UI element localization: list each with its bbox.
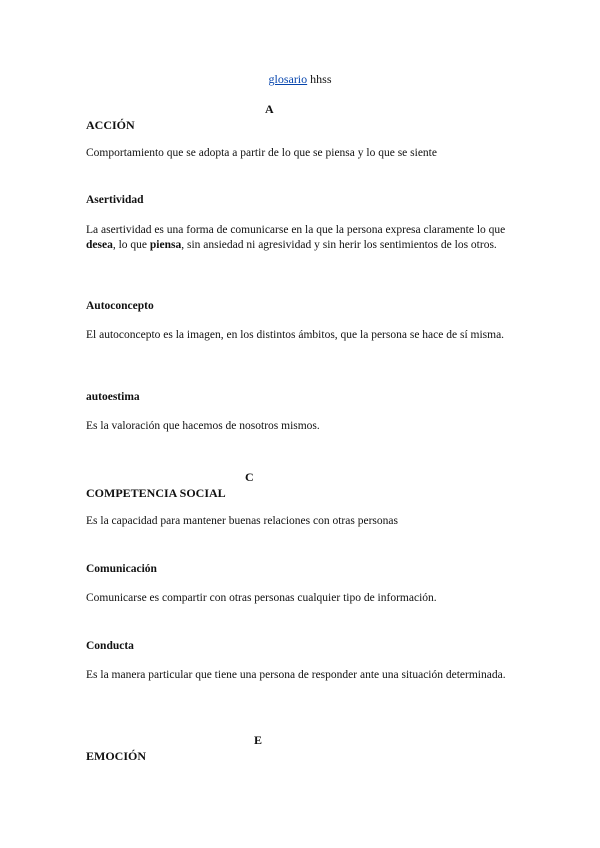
term-accion: ACCIÓN [86,118,135,132]
definition-competencia-social: Es la capacidad para mantener buenas relaciones con otras personas [86,515,398,527]
section-letter-c: C [245,470,254,484]
asertividad-bold-piensa: piensa [149,239,182,251]
definition-accion: Comportamiento que se adopta a partir de lo que se piensa y lo que se siente [86,147,437,159]
asertividad-text-3: , sin ansiedad ni agresividad y sin herir los sentimientos de los otros. [181,239,497,251]
page-title [0,72,600,87]
section-letter-a: A [265,102,274,116]
asertividad-bold-desea: desea [86,239,113,251]
term-comunicacion: Comunicación [86,563,157,575]
definition-autoestima: Es la valoración que hacemos de nosotros mismos. [86,420,320,432]
section-letter-e: E [254,733,263,747]
asertividad-text-1: La asertividad es una forma de comunicarse en la que la persona expresa claramente lo que [86,224,506,236]
term-autoestima: autoestima [86,391,140,403]
term-asertividad: Asertividad [86,194,144,206]
definition-comunicacion: Comunicarse es compartir con otras personas cualquier tipo de información. [86,592,437,604]
title-suffix: hhss [310,72,332,86]
asertividad-text-2: , lo que [112,239,150,251]
definition-asertividad [86,223,516,253]
definition-conducta: Es la manera particular que tiene una persona de responder ante una situación determinada. [86,669,506,681]
term-competencia-social: COMPETENCIA SOCIAL [86,486,226,500]
glosario-link[interactable]: glosario [268,72,308,86]
term-autoconcepto: Autoconcepto [86,300,154,312]
term-conducta: Conducta [86,640,134,652]
term-emocion: EMOCIÓN [86,749,146,763]
definition-autoconcepto: El autoconcepto es la imagen, en los distintos ámbitos, que la persona se hace de sí misma. [86,329,505,341]
